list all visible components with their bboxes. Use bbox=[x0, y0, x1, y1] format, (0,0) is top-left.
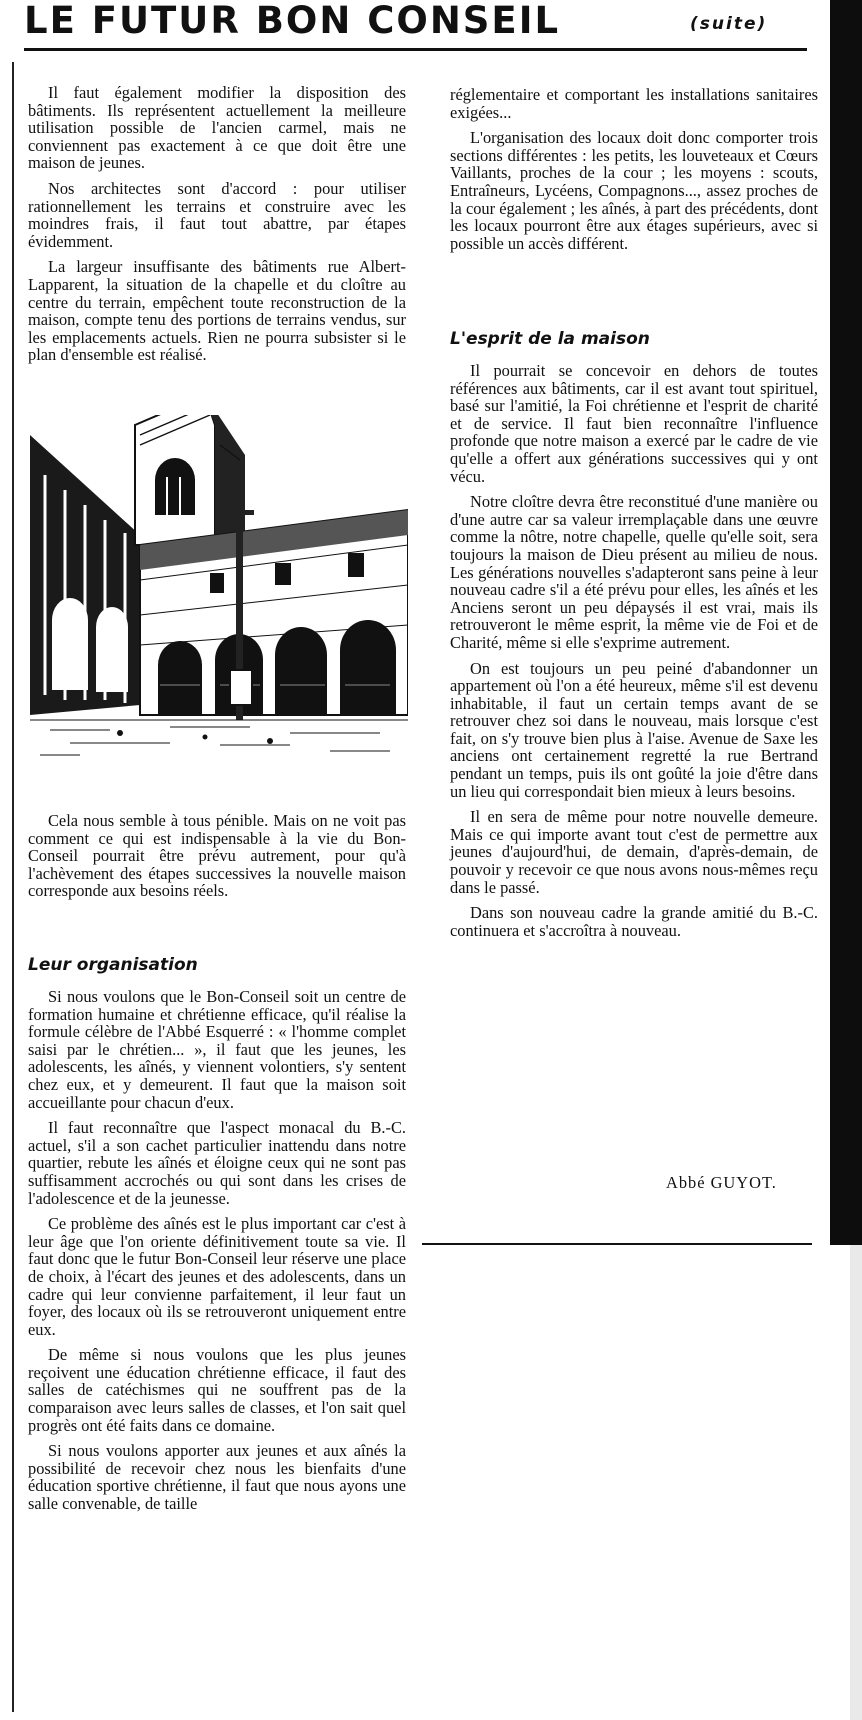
paragraph: réglementaire et comportant les installations sanitaires exigées... bbox=[450, 85, 818, 122]
paragraph: Cela nous semble à tous pénible. Mais on ne voit pas comment ce qui est indispensable à la vie du Bon-Conseil pourrait être prévu autrement, pour qu'à l'achèvement des étapes successives la nouvelle maison corresponde aux besoins réels. bbox=[28, 811, 406, 901]
paragraph: Si nous voulons apporter aux jeunes et aux aînés la possibilité de recevoir chez nous les bienfaits d'une éducation sportive chrétienne, il faut que nous ayons une salle convenable, de taille bbox=[28, 1441, 406, 1514]
paragraph: Ce problème des aînés est le plus important car c'est à leur âge que l'on oriente définitivement toute sa vie. Il faut donc que le futur Bon-Conseil leur réserve une place de choix, à l'écart des jeunes et des adolescents, dans un cadre qui leur convienne parfaitement, il leur faut un foyer, des locaux où ils se retrouveront uniquement entre eux. bbox=[28, 1214, 406, 1339]
paragraph: Dans son nouveau cadre la grande amitié du B.-C. continuera et s'accroîtra à nouveau. bbox=[450, 903, 818, 940]
paragraph: On est toujours un peu peiné d'abandonner un appartement où l'on a été heureux, même s'il est devenu inhabitable, il faut un certain temps avant de se retrouver chez soi dans le nouveau, mais lorsque c'est fait, on s'y trouve bien plus à l'aise. Avenue de Saxe les anciens ont certainement regretté la rue Bertrand pendant un temps, puis ils ont goûté la joie d'être dans un lieu qui correspondait bien mieux à leurs besoins. bbox=[450, 658, 818, 801]
paragraph: Si nous voulons que le Bon-Conseil soit un centre de formation humaine et chrétienne efficace, qu'il réalise la formule célèbre de l'Abbé Esquerré : « l'homme complet saisi par le chrétien... », il faut que les jeunes, les adolescents, les aînés, y viennent volontiers, s'y sentent chez eux, et y demeurent. Il faut que la maison soit accueillante pour chacun d'eux. bbox=[28, 987, 406, 1112]
section-heading: L'esprit de la maison bbox=[450, 329, 650, 349]
column-2-lower bbox=[450, 362, 818, 947]
section-heading: Leur organisation bbox=[28, 955, 198, 975]
article-end-rule bbox=[422, 1243, 812, 1245]
paragraph: Nos architectes sont d'accord : pour utiliser rationnellement les terrains et construire avec les moindres frais, il faut tout abattre, par étapes évidemment. bbox=[28, 178, 406, 251]
scan-edge-shadow bbox=[830, 0, 862, 1245]
column-1-lower bbox=[28, 988, 406, 1521]
column-2-upper bbox=[450, 86, 818, 260]
left-column-rule bbox=[12, 62, 14, 1712]
paragraph: Notre cloître devra être reconstitué d'une manière ou d'une autre car sa valeur irremplaçable dans une œuvre comme la nôtre, notre chapelle, quelle qu'elle soit, sera toujours la maison de Dieu présent au milieu de nous. Les générations nouvelles s'adapteront sans peine à leur nouveau cadre s'il a été prévu pour elles, les aînés et les Anciens seront un peu dépaysés il est vrai, mais ils retrouveront le même esprit, la même vie de Foi et de Charité, même si elle s'exprime autrement. bbox=[450, 492, 818, 652]
paragraph: La largeur insuffisante des bâtiments rue Albert-Lapparent, la situation de la chapelle et du cloître au centre du terrain, empêchent toute reconstruction de la maison, compte tenu des portions de terrains vendus, sur les emplacements actuels. Rien ne pourra subsister si le plan d'ensemble est réalisé. bbox=[28, 257, 406, 365]
paragraph: Il faut également modifier la disposition des bâtiments. Ils représentent actuellement la meilleure utilisation possible de l'ancien carmel, mais ne conviennent pas exactement à ce que doit être une maison de jeunes. bbox=[28, 83, 406, 173]
cloister-illustration bbox=[30, 415, 408, 765]
column-1-middle bbox=[28, 812, 406, 908]
author-signature: Abbé GUYOT. bbox=[666, 1173, 777, 1192]
paragraph: Il en sera de même pour notre nouvelle demeure. Mais ce qui importe avant tout c'est de permettre aux jeunes d'aujourd'hui, de demain, d'après-demain, de pouvoir y recevoir ce que nous avons nous-mêmes reçu dans le passé. bbox=[450, 807, 818, 897]
paragraph: L'organisation des locaux doit donc comporter trois sections différentes : les petits, les louveteaux et Cœurs Vaillants, proches de la cour ; les moyens : scouts, Entraîneurs, Lycéens, Compagnons..., assez proches de la cour également ; les aînés, à part des précédents, dont les locaux pourront être aux étages supérieurs, avec si possible un accès différent. bbox=[450, 128, 818, 253]
continuation-label: (suite) bbox=[690, 14, 768, 34]
paragraph: Il faut reconnaître que l'aspect monacal du B.-C. actuel, s'il a son cachet particulier inattendu dans notre quartier, rebute les aînés et éloigne ceux qui ne sont pas suffisamment accrochés ou qui sont dans les crises de l'adolescence et de la jeunesse. bbox=[28, 1118, 406, 1208]
title-underline bbox=[24, 48, 807, 51]
scan-edge-margin bbox=[850, 1245, 862, 1720]
page-title: LE FUTUR BON CONSEIL bbox=[24, 0, 561, 42]
column-1-upper bbox=[28, 84, 406, 372]
paragraph: Il pourrait se concevoir en dehors de toutes références aux bâtiments, car il est avant tout spirituel, basé sur l'amitié, la Foi chrétienne et l'esprit de charité et de service. Il faut bien reconnaître l'influence profonde que notre maison a exercé par le cadre de vie qu'elle a offert aux générations successives qui y ont vécu. bbox=[450, 361, 818, 486]
paragraph: De même si nous voulons que les plus jeunes reçoivent une éducation chrétienne efficace, il faut des salles de catéchismes qui ne souffrent pas de la comparaison avec leurs salles de classes, et l'on sait quel progrès ont été faits dans ce domaine. bbox=[28, 1345, 406, 1435]
